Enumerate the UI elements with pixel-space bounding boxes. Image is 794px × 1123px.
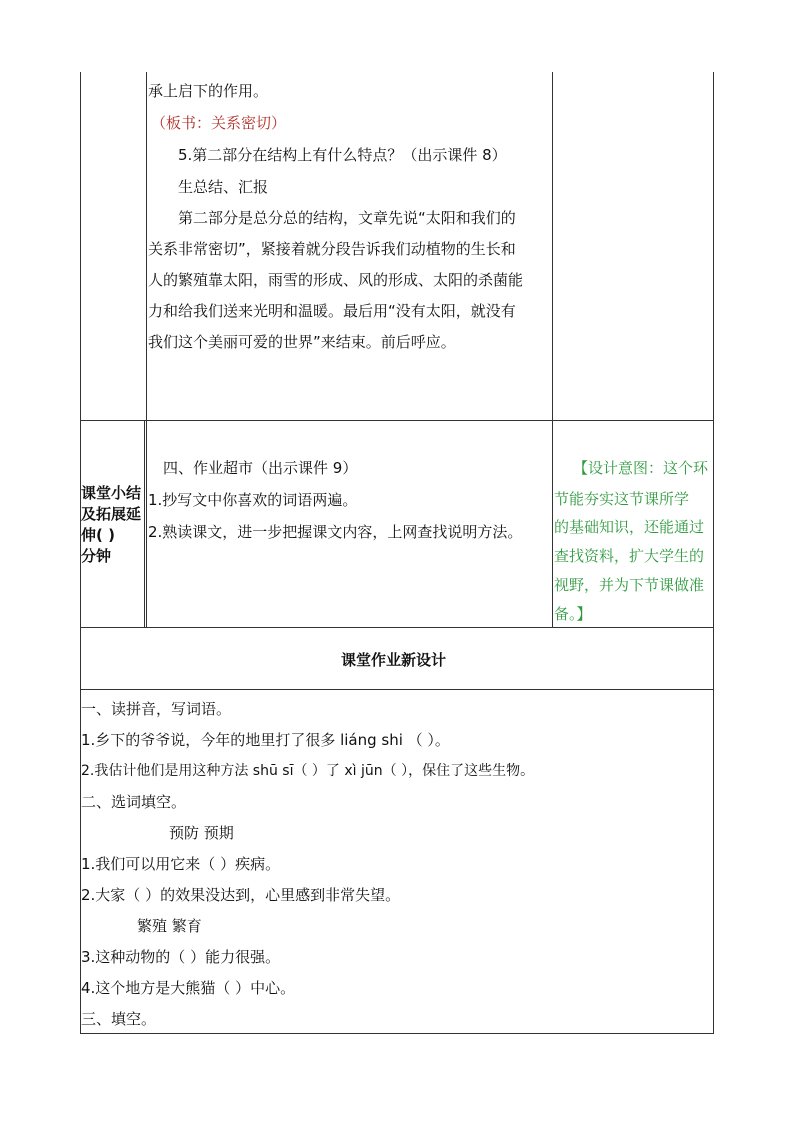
exercise-item: 3.这种动物的（ ）能力很强。 [81, 948, 281, 966]
text-line: 第二部分是总分总的结构，文章先说“太阳和我们的 [178, 209, 516, 227]
task-item: 1.抄写文中你喜欢的词语两遍。 [148, 491, 358, 509]
row-divider-3 [80, 689, 714, 690]
text-line: 人的繁殖靠太阳，雨雪的形成、风的形成、太阳的杀菌能 [148, 271, 524, 289]
section-title: 课堂作业新设计 [341, 651, 447, 669]
col-divider-1a [146, 72, 147, 627]
text-line: 承上启下的作用。 [148, 82, 269, 100]
design-intent: 节能夯实这节课所学 [554, 490, 690, 508]
table-border-right [713, 72, 714, 1034]
design-intent: 的基础知识，还能通过 [554, 518, 705, 536]
exercise-item: 4.这个地方是大熊猫（ ）中心。 [81, 979, 296, 997]
row-label: 分钟 [81, 547, 112, 565]
design-intent: 【设计意图：这个环 [573, 459, 709, 477]
table-border-bottom [80, 1033, 714, 1034]
row-divider-2 [80, 627, 714, 628]
text-line: 力和给我们送来光明和温暖。最后用“没有太阳，就没有 [148, 302, 516, 320]
design-intent: 备。】 [554, 605, 592, 623]
row-label: 伸( ) [81, 526, 115, 544]
design-intent: 查找资料，扩大学生的 [554, 547, 705, 565]
exercise-heading: 二、选词填空。 [81, 793, 187, 811]
exercise-item: 2.我估计他们是用这种方法 shū sī（ ）了 xì jūn（ ），保住了这些生物。 [81, 763, 535, 779]
design-intent: 视野，并为下节课做准 [554, 576, 705, 594]
word-choices: 预防 预期 [169, 824, 234, 842]
exercise-heading: 一、读拼音，写词语。 [81, 700, 232, 718]
homework-market: 四、作业超市（出示课件 9） [163, 459, 358, 477]
text-line: 我们这个美丽可爱的世界”来结束。前后呼应。 [148, 333, 456, 351]
board-note: （板书：关系密切） [151, 114, 287, 132]
row-label: 及拓展延 [81, 505, 142, 523]
exercise-item: 1.乡下的爷爷说，今年的地里打了很多 liáng shi （ ）。 [81, 731, 450, 749]
row-divider-1 [80, 420, 714, 421]
word-choices: 繁殖 繁育 [137, 917, 202, 935]
text-line: 生总结、汇报 [178, 178, 269, 196]
task-item: 2.熟读课文，进一步把握课文内容，上网查找说明方法。 [148, 523, 523, 541]
text-line: 关系非常密切”，紧接着就分段告诉我们动植物的生长和 [148, 240, 516, 258]
row-label: 课堂小结 [81, 484, 142, 502]
exercise-heading: 三、填空。 [81, 1010, 157, 1028]
col-divider-1b [144, 420, 145, 627]
exercise-item: 2.大家（ ）的效果没达到，心里感到非常失望。 [81, 886, 401, 904]
exercise-item: 1.我们可以用它来（ ）疾病。 [81, 855, 281, 873]
col-divider-2 [552, 72, 553, 627]
question-5: 5.第二部分在结构上有什么特点？（出示课件 8） [178, 146, 507, 164]
